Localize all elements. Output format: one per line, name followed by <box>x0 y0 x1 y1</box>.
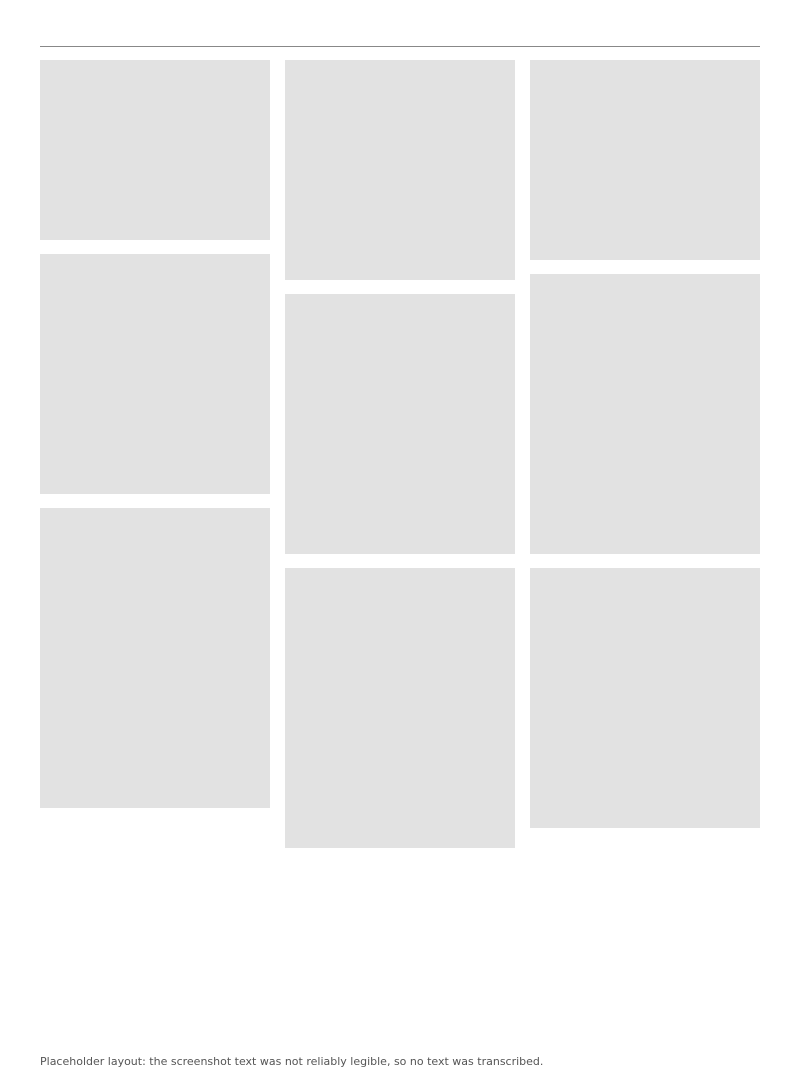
text-block <box>530 568 760 828</box>
text-column-3 <box>530 60 760 1050</box>
text-column-2 <box>285 60 515 1050</box>
text-block <box>530 60 760 260</box>
text-block <box>285 60 515 280</box>
text-column-1 <box>40 60 270 1050</box>
text-block <box>40 60 270 240</box>
text-block <box>40 508 270 808</box>
text-block <box>530 274 760 554</box>
text-block <box>285 294 515 554</box>
placeholder-note: Placeholder layout: the screenshot text was not reliably legible, so no text was transcribed. <box>40 1055 544 1068</box>
text-block <box>285 568 515 848</box>
text-block <box>40 254 270 494</box>
page-header <box>40 18 760 47</box>
